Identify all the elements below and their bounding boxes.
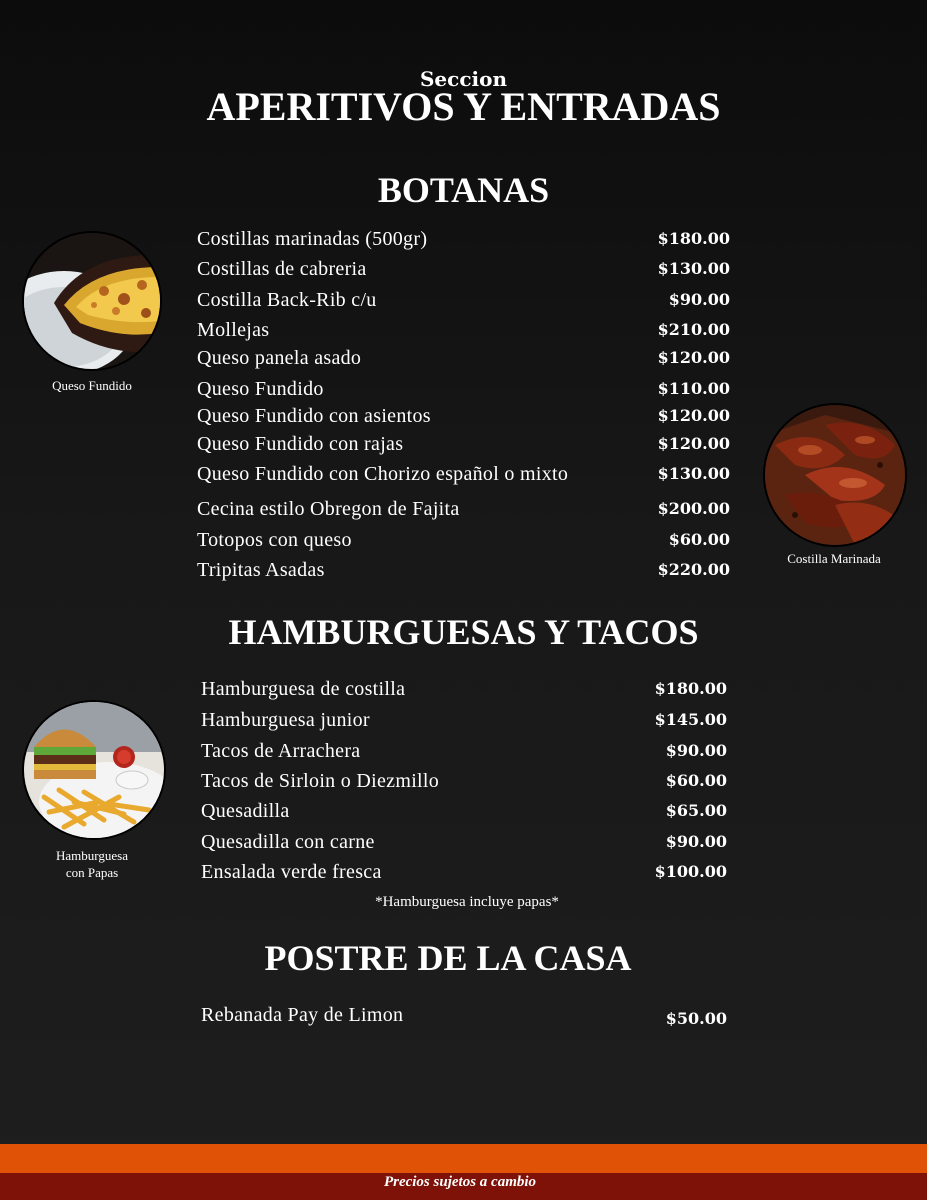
item-name: Rebanada Pay de Limon (201, 1004, 404, 1026)
item-name: Queso Fundido (197, 378, 324, 400)
menu-item (201, 769, 727, 793)
item-price: $90.00 (668, 290, 730, 309)
footer-bar-orange (0, 1144, 927, 1173)
costilla-photo (763, 403, 907, 547)
section-heading-hamburguesas: HAMBURGUESAS Y TACOS (228, 612, 699, 652)
menu-item (197, 462, 730, 486)
item-price: $130.00 (657, 259, 730, 278)
item-price: $120.00 (657, 406, 730, 425)
item-price: $50.00 (665, 1009, 727, 1028)
item-price: $220.00 (657, 560, 730, 579)
menu-item (197, 432, 730, 456)
menu-item (197, 528, 730, 552)
item-price: $100.00 (654, 862, 727, 881)
photo-caption-line: con Papas (65, 865, 119, 880)
section-label: Seccion (419, 67, 507, 91)
item-name: Quesadilla (201, 800, 290, 822)
item-price: $200.00 (657, 499, 730, 518)
section-heading-postre: POSTRE DE LA CASA (264, 938, 632, 978)
menu-item (201, 708, 727, 732)
item-price: $90.00 (665, 741, 727, 760)
item-name: Totopos con queso (197, 529, 352, 551)
item-name: Tacos de Arrachera (201, 740, 361, 762)
item-price: $110.00 (657, 379, 730, 398)
menu-item (197, 318, 730, 342)
menu-item (201, 1003, 727, 1027)
footer-disclaimer: Precios sujetos a cambio (383, 1174, 537, 1190)
photo-caption: Queso Fundido (52, 378, 132, 393)
menu-item (201, 799, 727, 823)
item-name: Tacos de Sirloin o Diezmillo (201, 770, 440, 792)
menu-item (197, 404, 730, 428)
page-title: APERITIVOS Y ENTRADAS (206, 84, 721, 129)
item-name: Queso panela asado (197, 347, 362, 369)
photo-caption: Costilla Marinada (787, 551, 881, 566)
item-name: Costillas de cabreria (197, 258, 367, 280)
item-price: $145.00 (654, 710, 727, 729)
item-price: $90.00 (665, 832, 727, 851)
menu-item (197, 346, 730, 370)
section-heading-botanas: BOTANAS (377, 170, 550, 210)
queso-fundido-photo (22, 231, 162, 371)
item-price: $60.00 (668, 530, 730, 549)
item-name: Queso Fundido con asientos (197, 405, 431, 427)
item-name: Quesadilla con carne (201, 831, 375, 853)
item-price: $180.00 (657, 229, 730, 248)
menu-item (197, 558, 730, 582)
hamburguesa-photo (22, 700, 166, 840)
menu-item (201, 677, 727, 701)
menu-item (201, 739, 727, 763)
item-name: Tripitas Asadas (197, 559, 325, 581)
item-name: Ensalada verde fresca (201, 861, 382, 883)
menu-item (197, 497, 730, 521)
item-price: $120.00 (657, 348, 730, 367)
menu-note: *Hamburguesa incluye papas* (375, 894, 559, 910)
item-price: $130.00 (657, 464, 730, 483)
item-price: $60.00 (665, 771, 727, 790)
item-name: Hamburguesa de costilla (201, 678, 406, 700)
menu-item (197, 288, 730, 312)
item-name: Mollejas (197, 319, 270, 341)
item-price: $180.00 (654, 679, 727, 698)
item-price: $65.00 (665, 801, 727, 820)
photo-caption (22, 847, 162, 881)
item-price: $210.00 (657, 320, 730, 339)
menu-item (201, 860, 727, 884)
item-name: Costillas marinadas (500gr) (197, 228, 428, 250)
menu-item (197, 227, 730, 251)
item-name: Hamburguesa junior (201, 709, 370, 731)
menu-item (197, 257, 730, 281)
item-name: Queso Fundido con Chorizo español o mixto (197, 463, 569, 485)
item-name: Cecina estilo Obregon de Fajita (197, 498, 460, 520)
photo-caption-line: Hamburguesa (56, 848, 128, 863)
item-price: $120.00 (657, 434, 730, 453)
menu-item (197, 377, 730, 401)
menu-item (201, 830, 727, 854)
item-name: Queso Fundido con rajas (197, 433, 404, 455)
item-name: Costilla Back-Rib c/u (197, 289, 377, 311)
